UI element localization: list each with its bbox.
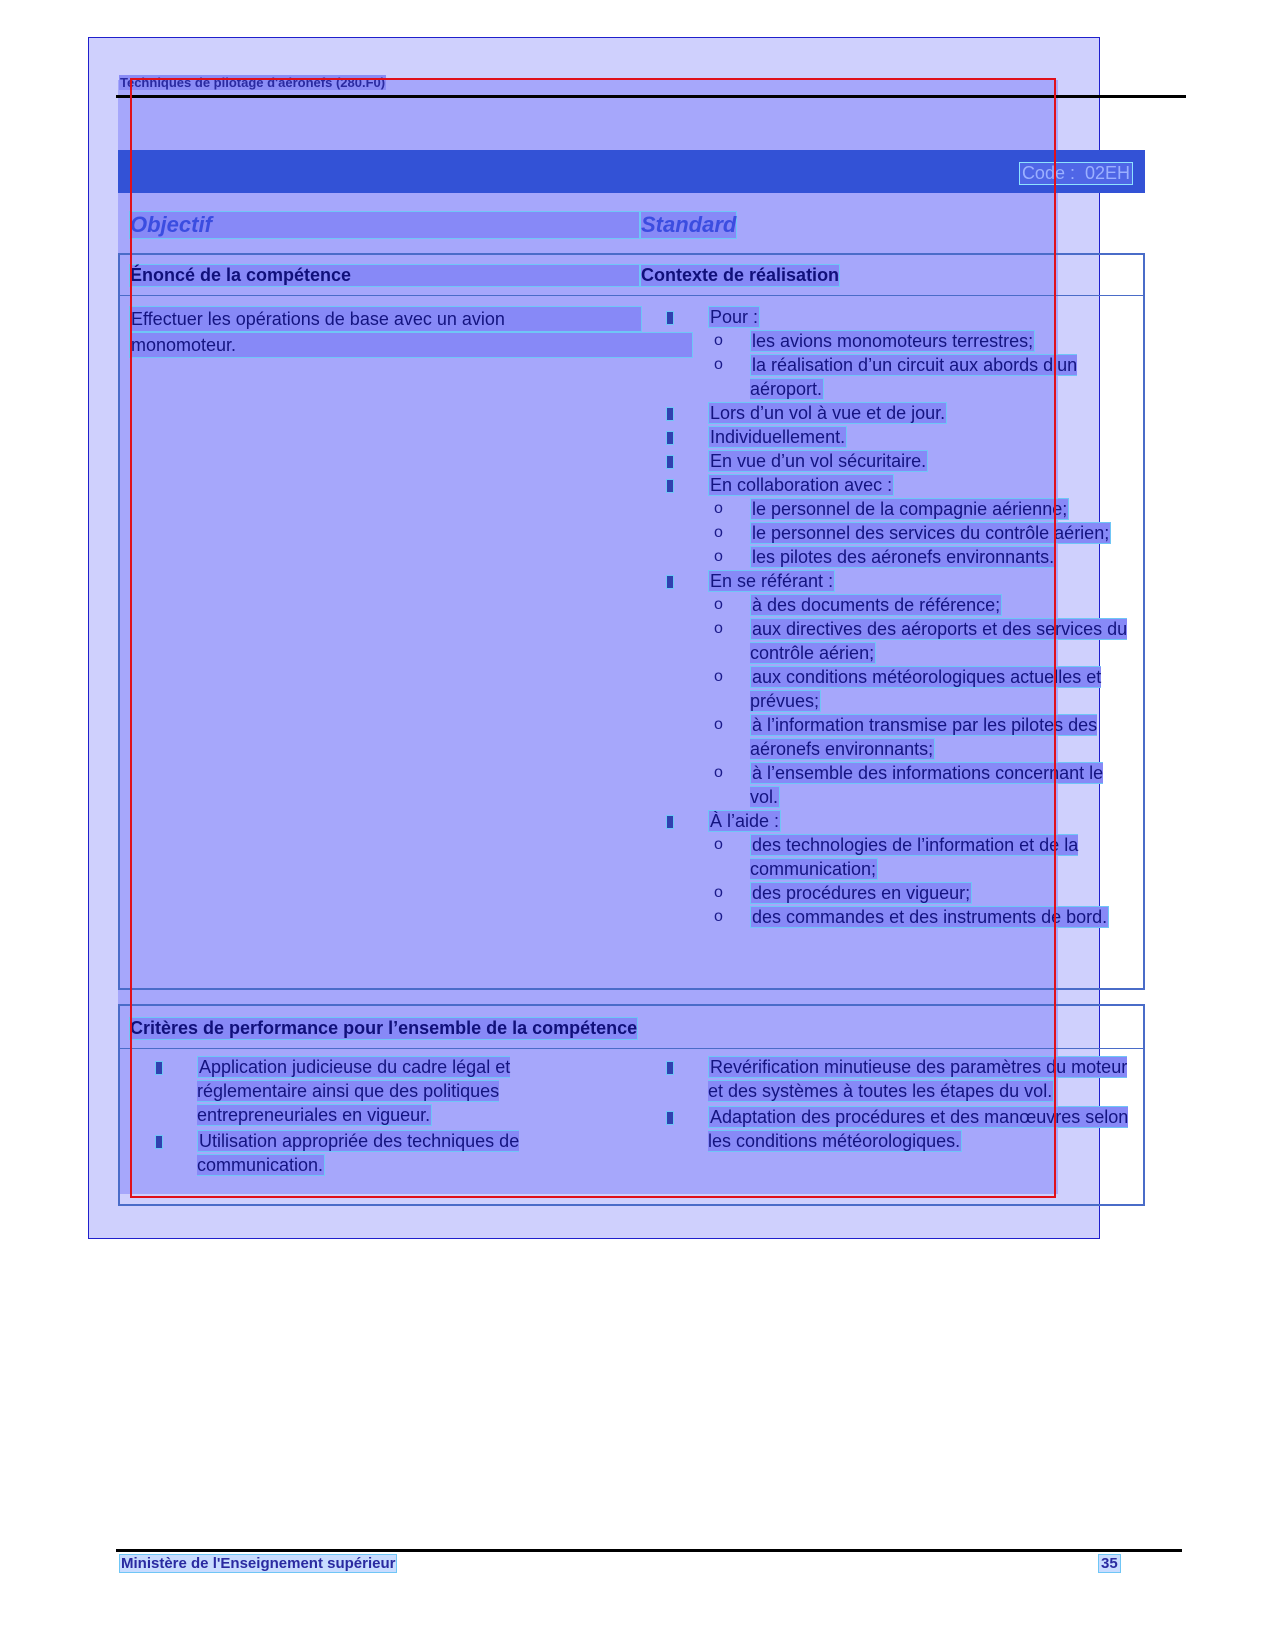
sub-bullet-icon: o [714,356,723,373]
objective-heading: Objectif [129,211,640,239]
context-item-text: En se référant : [710,571,834,591]
sub-bullet-icon: o [714,764,723,781]
context-subitem-text: des commandes et des instruments de bord. [752,907,1108,927]
sub-bullet-icon: o [714,548,723,565]
context-subitem-text: à l’ensemble des informations concernant le vol. [750,763,1104,807]
page-number: 35 [1098,1554,1121,1573]
sub-bullet-icon: o [714,500,723,517]
context-subitem-text: à l’information transmise par les pilotes des aéronefs environnants; [750,715,1098,759]
sub-bullet-icon: o [714,620,723,637]
sub-bullet-icon: o [714,524,723,541]
criteria-item-text: Application judicieuse du cadre légal et réglementaire ainsi que des politiques entrepreneuriales en vigueur. [197,1057,511,1125]
context-item-text: En vue d’un vol sécuritaire. [710,451,927,471]
standard-heading: Standard [641,212,737,237]
context-subitem-text: des technologies de l’information et de la communication; [750,835,1079,879]
criteria-header: Critères de performance pour l’ensemble de la compétence [130,1018,638,1038]
context-subitem-text: le personnel de la compagnie aérienne; [752,499,1068,519]
sub-bullet-icon: o [714,596,723,613]
context-subitem-text: aux conditions météorologiques actuelles et prévues; [750,667,1102,711]
sub-bullet-icon: o [714,908,723,925]
sub-bullet-icon: o [714,716,723,733]
criteria-item-text: Revérification minutieuse des paramètres du moteur et des systèmes à toutes les étapes du vol. [708,1057,1128,1101]
context-subitem-text: des procédures en vigueur; [752,883,971,903]
context-item-text: Individuellement. [710,427,846,447]
document-header-title: Techniques de pilotage d'aéronefs (280.F0) [120,75,386,90]
footer-rule [116,1549,1182,1552]
context-subitem-text: à des documents de référence; [752,595,1001,615]
context-subitem-text: la réalisation d’un circuit aux abords d’un aéroport. [750,355,1078,399]
footer-ministry: Ministère de l'Enseignement supérieur [121,1555,396,1572]
sub-bullet-icon: o [714,836,723,853]
context-item-text: En collaboration avec : [710,475,893,495]
competency-code: Code : 02EH [1019,162,1133,185]
statement-line: monomoteur. [129,332,693,358]
criteria-item-text: Adaptation des procédures et des manœuvres selon les conditions météorologiques. [708,1107,1129,1151]
context-header: Contexte de réalisation [641,265,840,285]
context-subitem-text: les avions monomoteurs terrestres; [752,331,1034,351]
selection-outline [130,78,1056,1198]
sub-bullet-icon: o [714,332,723,349]
criteria-item-text: Utilisation appropriée des techniques de communication. [197,1131,520,1175]
context-item-text: Pour : [710,307,759,327]
context-subitem-text: aux directives des aéroports et des services du contrôle aérien; [750,619,1128,663]
sub-bullet-icon: o [714,884,723,901]
context-item-text: À l’aide : [710,811,780,831]
statement-header: Énoncé de la compétence [129,264,640,287]
context-subitem-text: les pilotes des aéronefs environnants. [752,547,1055,567]
context-item-text: Lors d’un vol à vue et de jour. [710,403,946,423]
context-subitem-text: le personnel des services du contrôle aérien; [752,523,1110,543]
statement-line: Effectuer les opérations de base avec un avion [129,306,642,332]
sub-bullet-icon: o [714,668,723,685]
